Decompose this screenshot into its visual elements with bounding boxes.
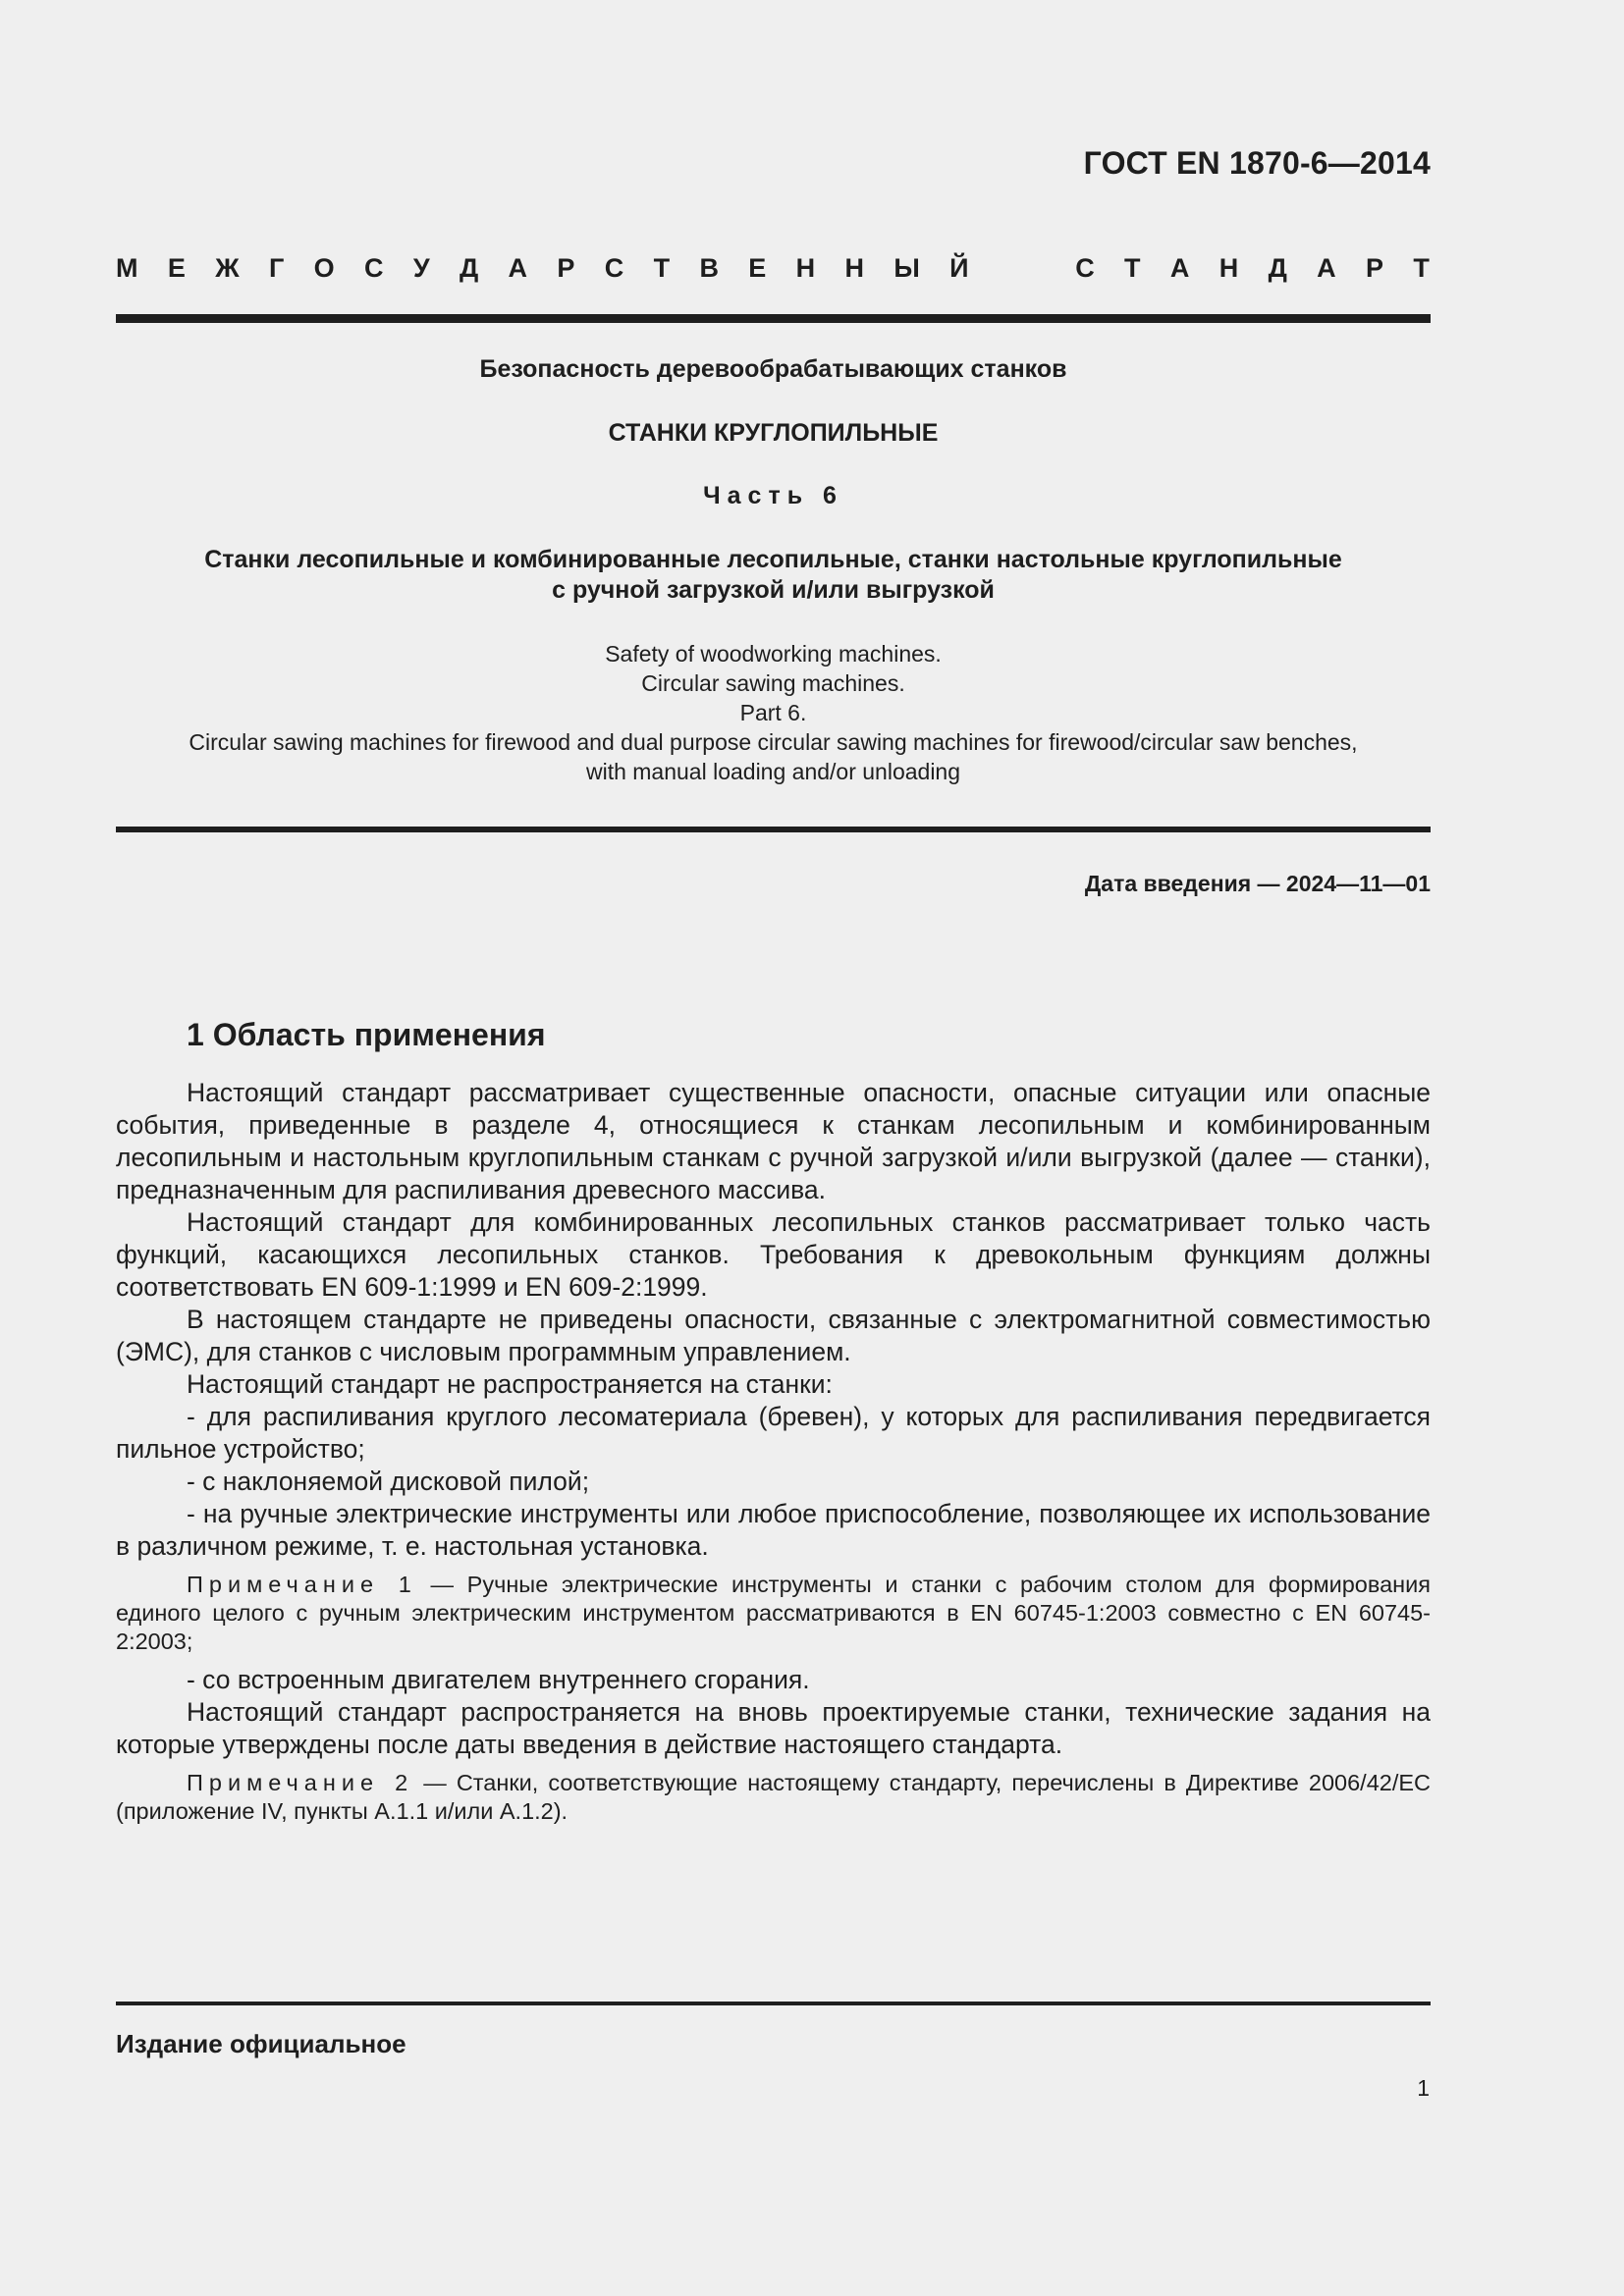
banner-letter: А (508, 253, 528, 283)
english-title-line: with manual loading and/or unloading (585, 759, 961, 784)
list-item: - с наклоняемой дисковой пилой; (187, 1467, 590, 1496)
list-item: - для распиливания круглого лесоматериала (бревен), у которых для распиливания передвигается пильное устройство; (116, 1402, 1431, 1464)
edition-label: Издание официальное (116, 2029, 406, 2058)
title-divider (116, 827, 1431, 832)
introduction-date: Дата введения — 2024—11—01 (1084, 871, 1431, 896)
banner-letter: Т (653, 253, 671, 283)
paragraph: Настоящий стандарт для комбинированных лесопильных станков рассматривает только часть функций, касающихся лесопильных станков. Требования к древокольным функциям должны соответствовать EN 609-1:1999 и EN 609-2:1999. (116, 1207, 1431, 1302)
paragraph: В настоящем стандарте не приведены опасности, связанные с электромагнитной совместимостью (ЭМС), для станков с числовым программным управлением. (116, 1305, 1431, 1366)
banner-letter: А (1169, 253, 1190, 283)
banner-letter: Н (844, 253, 864, 283)
title-part: Часть 6 (703, 482, 843, 509)
list-item: - со встроенным двигателем внутреннего сгорания. (187, 1665, 810, 1694)
banner-letter: Д (459, 253, 479, 283)
banner-letter: Т (1413, 253, 1430, 283)
banner-letter: С (1075, 253, 1095, 283)
banner-letter: Н (795, 253, 816, 283)
note-2 (116, 1769, 1431, 1826)
banner-letter: Д (1268, 253, 1287, 283)
paragraph: Настоящий стандарт не распространяется на станки: (187, 1369, 833, 1399)
banner-letter: А (1317, 253, 1336, 283)
section-body (116, 1077, 1431, 1834)
title-machines: СТАНКИ КРУГЛОПИЛЬНЫЕ (608, 419, 939, 447)
banner-letter: Й (949, 253, 969, 283)
english-title-line: Part 6. (739, 700, 807, 725)
subtitle-line: с ручной загрузкой и/или выгрузкой (552, 576, 995, 604)
banner-letter: С (363, 253, 384, 283)
section-title: 1 Область применения (187, 1017, 546, 1052)
subtitle-line: Станки лесопильные и комбинированные лесопильные, станки настольные круглопильные (204, 546, 1342, 573)
english-title (116, 639, 1431, 786)
banner-letter: Е (167, 253, 186, 283)
banner-letter: Ж (215, 253, 240, 283)
standard-banner (116, 253, 1430, 284)
banner-letter: Н (1218, 253, 1239, 283)
note-label: Примечание 1 (187, 1572, 417, 1597)
footer-divider (116, 2002, 1431, 2005)
banner-letter: М (116, 253, 138, 283)
banner-letter: Г (268, 253, 285, 283)
title-subtitle (116, 545, 1431, 606)
title-safety: Безопасность деревообрабатывающих станков (479, 355, 1067, 383)
paragraph: Настоящий стандарт рассматривает существенные опасности, опасные ситуации или опасные события, приведенные в разделе 4, относящиеся к станкам лесопильным и комбинированным лесопильным и настольным круглопильным станкам с ручной загрузкой и/или выгрузкой (далее — станки), предназначенным для распиливания древесного массива. (116, 1078, 1431, 1204)
paragraph: Настоящий стандарт распространяется на вновь проектируемые станки, технические задания на которые утверждены после даты введения в действие настоящего стандарта. (116, 1697, 1431, 1759)
english-title-line: Circular sawing machines. (641, 670, 905, 696)
note-label: Примечание 2 (187, 1770, 414, 1795)
banner-letter: У (412, 253, 430, 283)
banner-letter: С (604, 253, 624, 283)
banner-letter: Р (1366, 253, 1384, 283)
banner-letter: О (313, 253, 335, 283)
english-title-line: Circular sawing machines for firewood and dual purpose circular sawing machines for firewood/circular saw benches, (189, 729, 1358, 755)
note-text: — Ручные электрические инструменты и станки с рабочим столом для формирования единого целого с ручным электрическим инструментом рассматриваются в EN 60745-1:2003 совместно с EN 60745-2:2003; (116, 1572, 1431, 1654)
document-number: ГОСТ EN 1870-6—2014 (1083, 145, 1431, 181)
note-1 (116, 1571, 1431, 1656)
list-item: - на ручные электрические инструменты или любое приспособление, позволяющее их использование в различном режиме, т. е. настольная установка. (116, 1499, 1431, 1561)
banner-letter: Т (1124, 253, 1141, 283)
banner-letter: Е (748, 253, 767, 283)
english-title-line: Safety of woodworking machines. (605, 641, 942, 667)
header-divider (116, 314, 1431, 323)
note-text: — Станки, соответствующие настоящему стандарту, перечислены в Директиве 2006/42/EC (приложение IV, пункты А.1.1 и/или А.1.2). (116, 1770, 1432, 1824)
banner-letter: Ы (893, 253, 920, 283)
banner-word-gap (999, 253, 1046, 284)
banner-letter: В (699, 253, 719, 283)
banner-letter: Р (557, 253, 575, 283)
page-number: 1 (1417, 2075, 1430, 2101)
